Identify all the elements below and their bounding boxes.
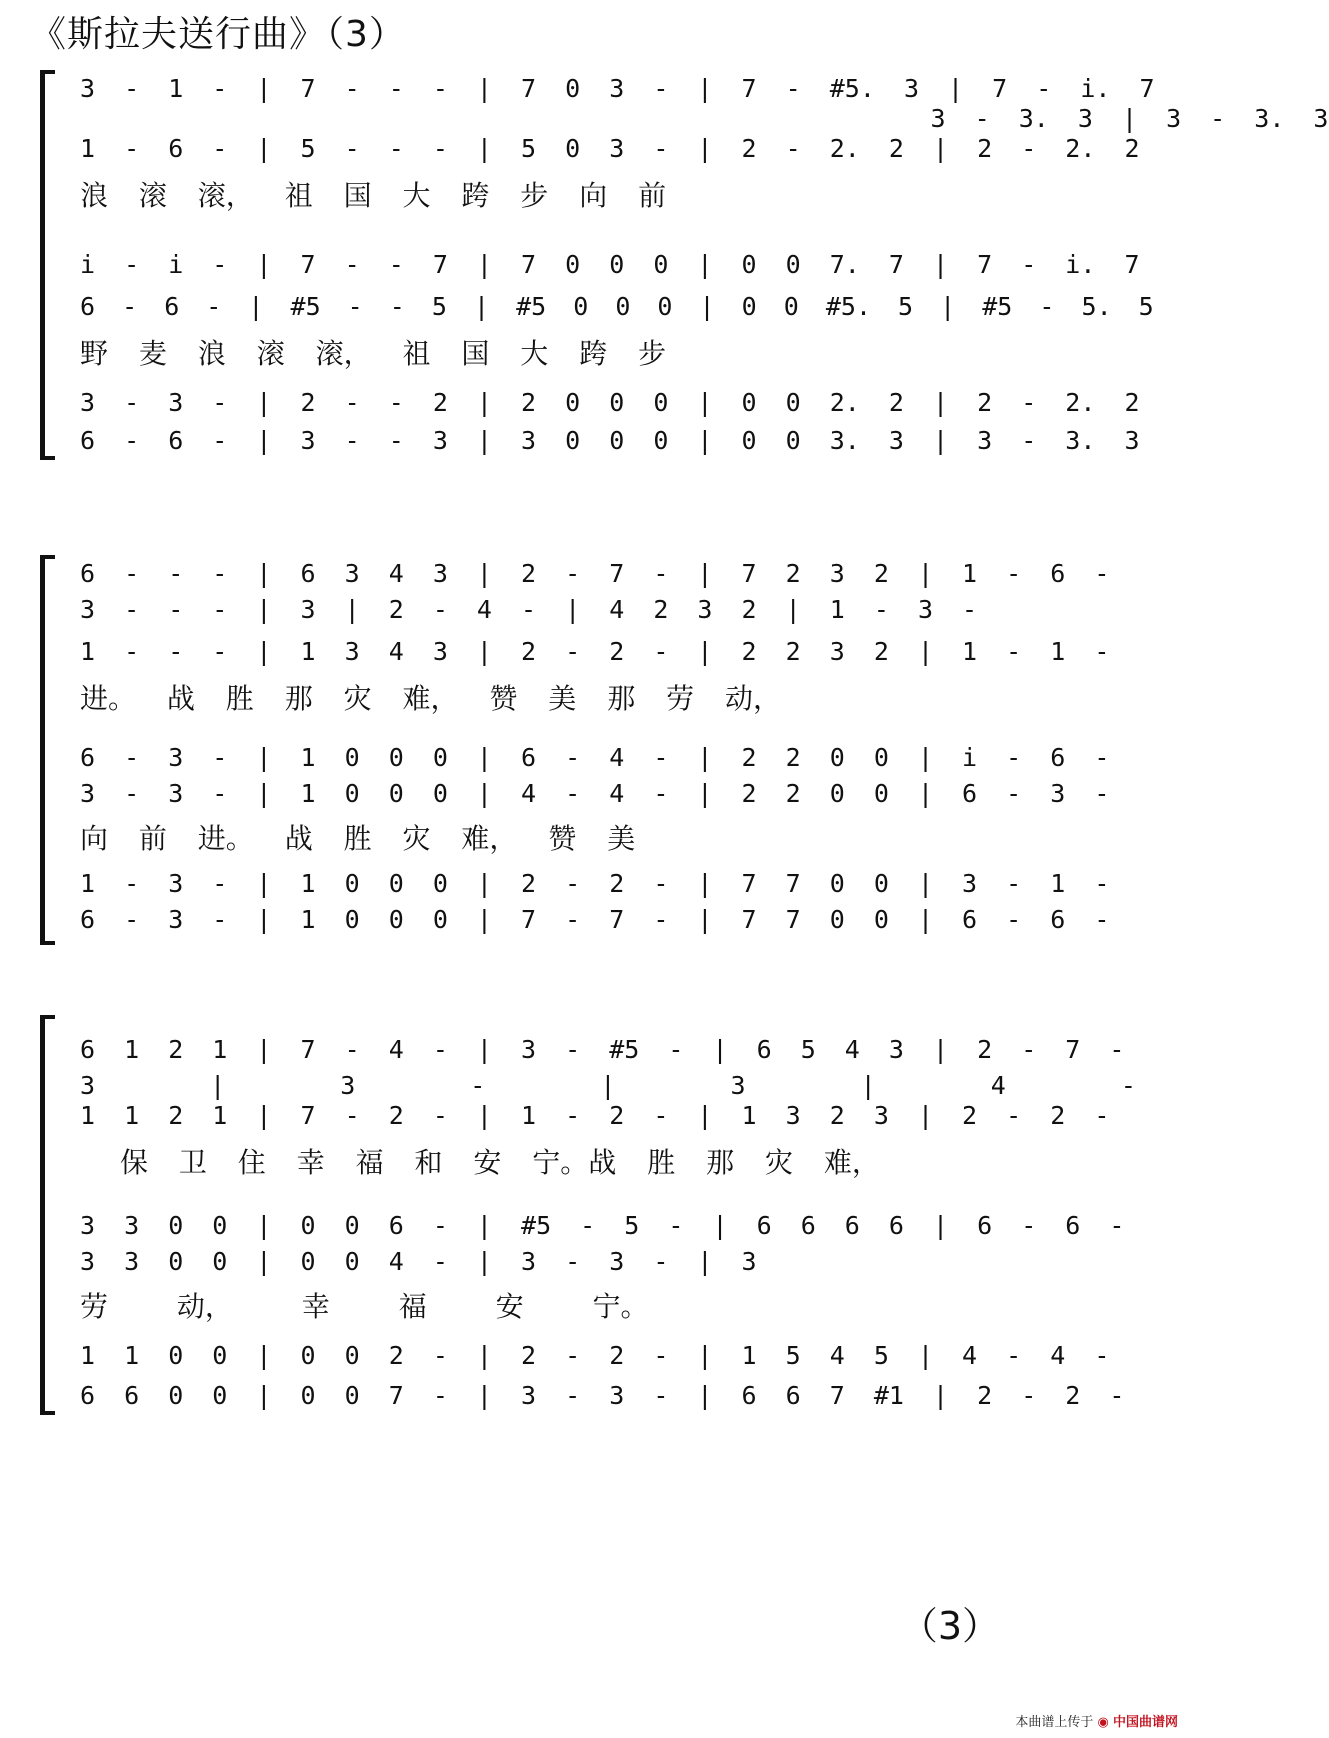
lyric-line: 向 前 进。 战 胜 灾 难， 赞 美	[80, 822, 636, 855]
lyric-line: 野 麦 浪 滚 滚， 祖 国 大 跨 步	[80, 337, 667, 370]
system-1	[40, 70, 1329, 460]
system-3	[40, 1015, 1136, 1415]
staff-row: 3 3 0 0 | 0 0 6 - | #5 - 5 - | 6 6 6 6 | 6 - 6 -	[80, 1211, 1125, 1240]
page-number: （3）	[899, 1604, 1000, 1648]
lyric-line: 劳 动， 幸 福 安 宁。	[80, 1290, 649, 1323]
staff-row: 6 - 3 - | 1 0 0 0 | 6 - 4 - | 2 2 0 0 | i - 6 -	[80, 743, 1110, 772]
uploader-credit	[1015, 1711, 1178, 1730]
system-bracket	[40, 70, 55, 460]
site-name[interactable]: 中国曲谱网	[1112, 1715, 1178, 1730]
staff-row: 1 1 0 0 | 0 0 2 - | 2 - 2 - | 1 5 4 5 | 4 - 4 -	[80, 1341, 1110, 1370]
staff-row: 3 3 0 0 | 0 0 4 - | 3 - 3 - | 3	[80, 1247, 757, 1276]
staff-row: 3 | 3 - | 3 | 4 -	[80, 1071, 1136, 1100]
staff-row: 3 - 3 - | 1 0 0 0 | 4 - 4 - | 2 2 0 0 | 6 - 3 -	[80, 779, 1110, 808]
staff-row: 6 - 6 - | 3 - - 3 | 3 0 0 0 | 0 0 3. 3 | 3 - 3. 3	[80, 426, 1140, 455]
system-bracket	[40, 555, 55, 945]
staff-row: 3 - 3 - | 2 - - 2 | 2 0 0 0 | 0 0 2. 2 | 2 - 2. 2	[80, 388, 1140, 417]
staff-row: 3 - 1 - | 7 - - - | 7 0 3 - | 7 - #5. 3 | 7 - i. 7	[80, 74, 1155, 103]
site-logo-icon: ◉	[1097, 1715, 1109, 1730]
lyric-line: 保 卫 住 幸 福 和 安 宁。战 胜 那 灾 难，	[120, 1146, 880, 1179]
staff-row: 1 - - - | 1 3 4 3 | 2 - 2 - | 2 2 3 2 | 1 - 1 -	[80, 637, 1110, 666]
staff-row: 1 1 2 1 | 7 - 2 - | 1 - 2 - | 1 3 2 3 | 2 - 2 -	[80, 1101, 1110, 1130]
staff-row: 3 - - - | 3 | 2 - 4 - | 4 2 3 2 | 1 - 3 -	[80, 595, 978, 624]
staff-row: i - i - | 7 - - 7 | 7 0 0 0 | 0 0 7. 7 | 7 - i. 7	[80, 250, 1140, 279]
system-bracket	[40, 1015, 55, 1415]
score-title: 《斯拉夫送行曲》（3）	[30, 14, 406, 55]
staff-row: 6 6 0 0 | 0 0 7 - | 3 - 3 - | 6 6 7 #1 | 2 - 2 -	[80, 1381, 1125, 1410]
staff-row: 1 - 6 - | 5 - - - | 5 0 3 - | 2 - 2. 2 | 2 - 2. 2	[80, 134, 1140, 163]
staff-row: 6 1 2 1 | 7 - 4 - | 3 - #5 - | 6 5 4 3 | 2 - 7 -	[80, 1035, 1125, 1064]
lyric-line: 浪 滚 滚， 祖 国 大 跨 步 向 前	[80, 179, 667, 212]
uploader-text: 本曲谱上传于	[1015, 1715, 1094, 1730]
system-2	[40, 555, 1120, 945]
staff-row: 6 - 6 - | #5 - - 5 | #5 0 0 0 | 0 0 #5. 5 | #5 - 5. 5	[80, 292, 1154, 321]
staff-row: 3 - 3. 3 | 3 - 3. 3	[640, 104, 1329, 133]
staff-row: 6 - 3 - | 1 0 0 0 | 7 - 7 - | 7 7 0 0 | 6 - 6 -	[80, 905, 1110, 934]
lyric-line: 进。 战 胜 那 灾 难， 赞 美 那 劳 动，	[80, 682, 782, 715]
staff-row: 6 - - - | 6 3 4 3 | 2 - 7 - | 7 2 3 2 | 1 - 6 -	[80, 559, 1110, 588]
staff-row: 1 - 3 - | 1 0 0 0 | 2 - 2 - | 7 7 0 0 | 3 - 1 -	[80, 869, 1110, 898]
